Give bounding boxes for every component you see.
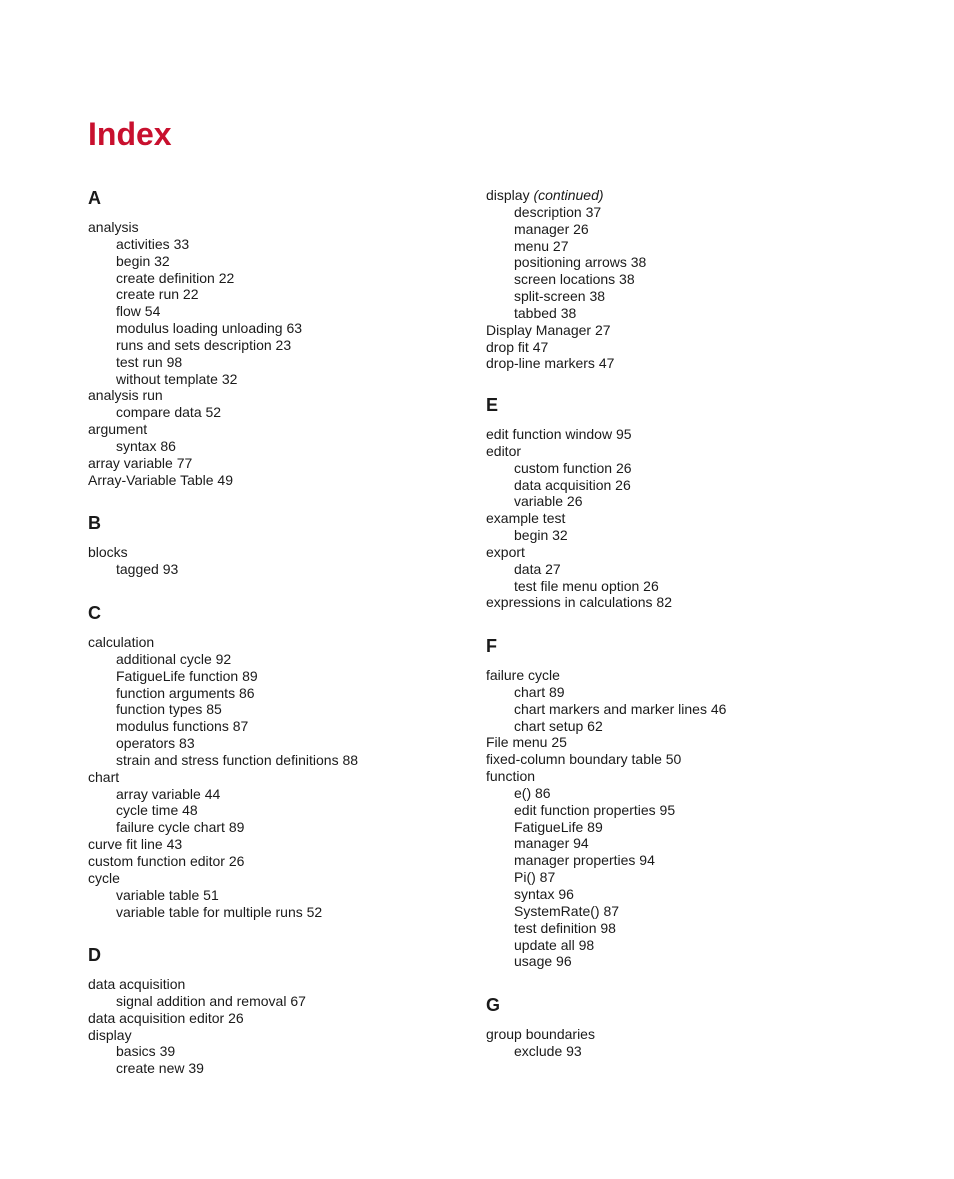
index-subentry: function types 85 [116, 701, 222, 718]
index-subentry: data 27 [514, 560, 561, 577]
index-section-f [486, 635, 906, 970]
section-letter: B [88, 513, 101, 533]
index-subentry: variable table 51 [116, 886, 219, 903]
index-entry: blocks [88, 544, 128, 560]
index-entry: drop fit 47 [486, 338, 549, 355]
index-subentry: syntax 96 [514, 885, 574, 902]
index-subentry: chart setup 62 [514, 717, 603, 734]
section-letter: F [486, 636, 497, 656]
index-subentry: chart markers and marker lines 46 [514, 700, 727, 717]
index-subentry: chart 89 [514, 683, 565, 700]
index-subentry: begin 32 [116, 252, 170, 269]
index-subentry: custom function 26 [514, 459, 632, 476]
section-letter: A [88, 188, 101, 208]
index-section-a [88, 187, 508, 489]
page-title: Index [88, 116, 172, 152]
index-section-b [88, 512, 508, 578]
section-letter: C [88, 603, 101, 623]
index-entry: data acquisition editor 26 [88, 1009, 244, 1026]
index-subentry: create run 22 [116, 286, 199, 303]
index-entry: argument [88, 421, 148, 438]
index-entry: analysis run [88, 387, 163, 404]
index-entry: Display Manager 27 [486, 321, 611, 338]
index-subentry: additional cycle 92 [116, 650, 232, 667]
index-entry: group boundaries [486, 1026, 595, 1042]
index-subentry: basics 39 [116, 1043, 176, 1060]
index-entry: curve fit line 43 [88, 836, 183, 853]
index-subentry: edit function properties 95 [514, 801, 676, 818]
index-entry: failure cycle [486, 667, 560, 683]
index-entry: function [486, 768, 536, 785]
index-subentry: description 37 [514, 203, 602, 220]
index-subentry: Pi() 87 [514, 869, 556, 886]
index-subentry: data acquisition 26 [514, 476, 631, 493]
index-subentry: operators 83 [116, 735, 195, 752]
index-subentry: syntax 86 [116, 437, 176, 454]
index-entry: drop-line markers 47 [486, 355, 615, 372]
index-subentry: variable 26 [514, 493, 583, 510]
index-subentry: runs and sets description 23 [116, 336, 292, 353]
index-subentry: test run 98 [116, 353, 183, 370]
index-subentry: create new 39 [116, 1060, 204, 1077]
index-entry: File menu 25 [486, 734, 567, 751]
index-entry: chart [88, 768, 120, 785]
index-entry: display [88, 1026, 132, 1043]
section-letter: G [486, 995, 501, 1015]
index-subentry: activities 33 [116, 235, 190, 252]
index-section-e [486, 394, 906, 611]
index-subentry: modulus loading unloading 63 [116, 320, 303, 337]
index-entry: cycle [88, 869, 120, 886]
index-subentry: SystemRate() 87 [514, 902, 620, 919]
index-subentry: flow 54 [116, 303, 161, 320]
index-subentry: manager properties 94 [514, 852, 655, 869]
index-entry: expressions in calculations 82 [486, 594, 672, 611]
index-entry: array variable 77 [88, 454, 193, 471]
index-subentry: positioning arrows 38 [514, 254, 647, 271]
index-section-d [88, 944, 508, 1077]
index-subentry: variable table for multiple runs 52 [116, 903, 323, 920]
index-subentry: FatigueLife function 89 [116, 667, 258, 684]
index-subentry: manager 26 [514, 220, 589, 237]
index-subentry: begin 32 [514, 527, 568, 544]
index-entry: custom function editor 26 [88, 852, 245, 869]
index-subentry: tabbed 38 [514, 304, 577, 321]
index-subentry: e() 86 [514, 784, 551, 801]
index-subentry: signal addition and removal 67 [116, 992, 306, 1009]
section-letter: E [486, 395, 499, 415]
index-section-d-continued [486, 187, 906, 372]
index-subentry: tagged 93 [116, 560, 179, 577]
continued-label: (continued) [533, 187, 604, 203]
index-subentry: manager 94 [514, 835, 589, 852]
index-section-g [486, 994, 906, 1060]
index-section-c [88, 602, 508, 920]
index-subentry: split-screen 38 [514, 288, 606, 305]
section-letter: D [88, 945, 101, 965]
continued-term: display [486, 187, 530, 203]
index-entry: data acquisition [88, 976, 186, 992]
index-subentry: update all 98 [514, 936, 595, 953]
index-subentry: array variable 44 [116, 785, 221, 802]
continued-entries [486, 204, 906, 372]
index-subentry: test file menu option 26 [514, 577, 659, 594]
index-entry: Array-Variable Table 49 [88, 471, 234, 488]
index-subentry: failure cycle chart 89 [116, 819, 245, 836]
index-entry: edit function window 95 [486, 426, 632, 442]
index-subentry: test definition 98 [514, 919, 616, 936]
index-subentry: strain and stress function definitions 88 [116, 751, 359, 768]
index-entry: export [486, 543, 525, 560]
index-subentry: without template 32 [116, 370, 238, 387]
index-subentry: modulus functions 87 [116, 718, 249, 735]
index-subentry: screen locations 38 [514, 271, 635, 288]
index-entry-continued [486, 187, 906, 204]
index-subentry: FatigueLife 89 [514, 818, 603, 835]
index-entry: analysis [88, 219, 139, 235]
index-subentry: cycle time 48 [116, 802, 198, 819]
index-subentry: usage 96 [514, 953, 572, 970]
index-subentry: create definition 22 [116, 269, 235, 286]
index-subentry: compare data 52 [116, 404, 222, 421]
index-entry: example test [486, 510, 566, 527]
index-subentry: exclude 93 [514, 1042, 582, 1059]
index-subentry: menu 27 [514, 237, 569, 254]
index-entry: calculation [88, 634, 155, 650]
index-entry: fixed-column boundary table 50 [486, 751, 682, 768]
index-subentry: function arguments 86 [116, 684, 255, 701]
index-entry: editor [486, 442, 522, 459]
